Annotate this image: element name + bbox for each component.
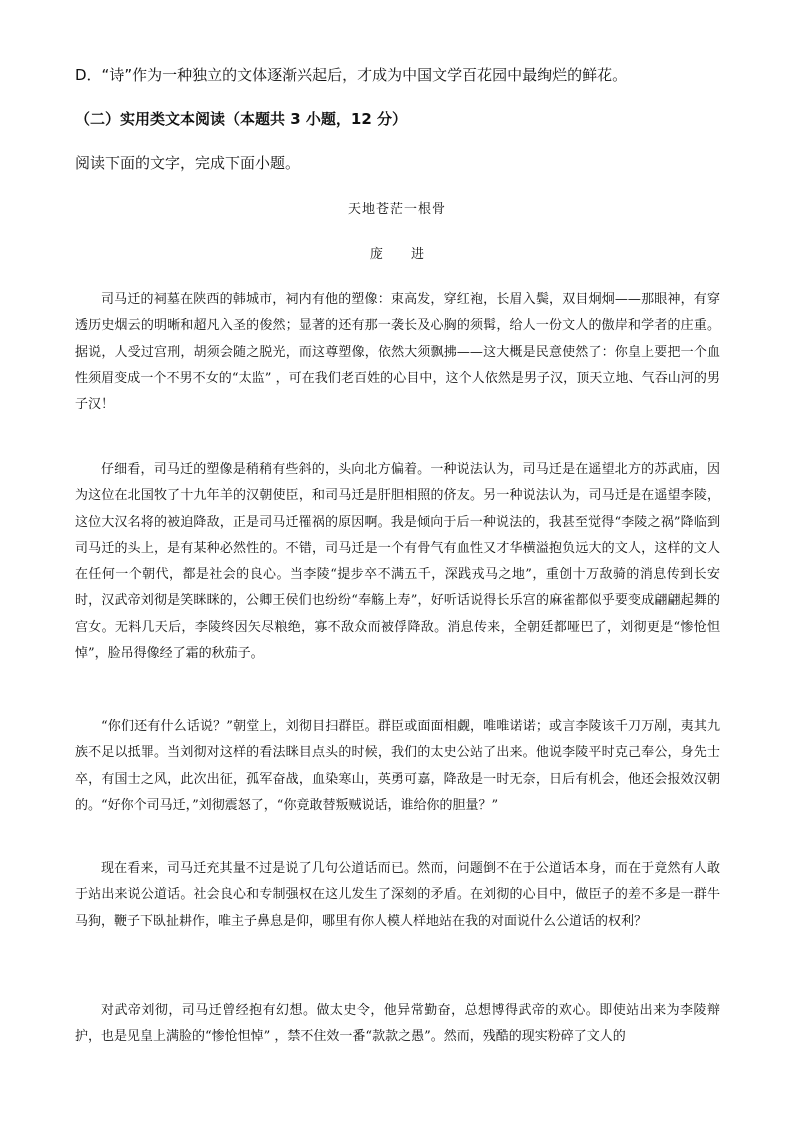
article-paragraph-3: “你们还有什么话说？”朝堂上，刘彻目扫群臣。群臣或面面相觑，唯唯诺诺；或言李陵该千刀万剐，夷其九族不足以抵罪。当刘彻对这样的看法眯目点头的时候，我们的太史公站了出来。他说李陵平时克己奉公，身先士卒，有国士之风，此次出征，孤军奋战，血染寒山，英勇可嘉，降敌是一时无奈，日后有机会，他还会报效汉朝的。“好你个司马迁，”刘彻震怒了，“你竟敢替叛贼说话，谁给你的胆量？” (75, 719, 720, 813)
previous-question-option-d: D．“诗”作为一种独立的文体逐渐兴起后，才成为中国文学百花园中最绚烂的鲜花。 (75, 66, 628, 84)
section-heading: （二）实用类文本阅读（本题共 3 小题，12 分） (75, 110, 407, 128)
reading-instruction: 阅读下面的文字，完成下面小题。 (75, 154, 301, 172)
article-author: 庞 进 (369, 247, 437, 262)
article-title: 天地苍茫一根骨 (347, 202, 446, 217)
article-paragraph-4: 现在看来，司马迁充其量不过是说了几句公道话而已。然而，问题倒不在于公道话本身，而在于竟然有人敢于站出来说公道话。社会良心和专制强权在这儿发生了深刻的矛盾。在刘彻的心目中，做臣子的差不多是一群牛马狗，鞭子下臥扯耕作，唯主子鼻息是仰，哪里有你人模人样地站在我的对面说什么公道话的权利？ (75, 861, 720, 929)
article-paragraph-1: 司马迁的祠墓在陕西的韩城市，祠内有他的塑像：束高发，穿红袍，长眉入鬓，双目炯炯——那眼神，有穿透历史烟云的明晰和超凡入圣的俊然；显著的还有那一袭长及心胸的须髯，给人一份文人的傲岸和学者的庄重。据说，人受过宫刑，胡须会随之脱光，而这尊塑像，依然大须飘拂——这大概是民意使然了：你皇上要把一个血性须眉变成一个不男不女的“太监” ，可在我们老百姓的心目中，这个人依然是男子汉，顶天立地、气吞山河的男子汉！ (75, 292, 720, 413)
article-paragraph-2: 仔细看，司马迁的塑像是稍稍有些斜的，头向北方偏着。一种说法认为，司马迁是在遥望北方的苏武庙，因为这位在北国牧了十九年羊的汉朝使臣，和司马迁是肝胆相照的侪友。另一种说法认为，司马迁是在遥望李陵，这位大汉名将的被迫降敌，正是司马迁罹祸的原因啊。我是倾向于后一种说法的，我甚至觉得“李陵之祸”降临到司马迁的头上，是有某种必然性的。不错，司马迁是一个有骨气有血性又才华横溢抱负远大的文人，这样的文人在任何一个朝代，都是社会的良心。当李陵“提步卒不满五千，深践戎马之地”，重创十万敌骑的消息传到长安时，汉武帝刘彻是笑眯眯的，公卿王侯们也纷纷“奉觞上寿”，好听话说得长乐宫的麻雀都似乎要变成翩翩起舞的宫女。无料几天后，李陵终因矢尽粮绝，寡不敌众而被俘降敌。消息传来，全朝廷都哑巴了，刘彻更是“惨怆怛悼”，脸吊得像经了霜的秋茄子。 (75, 462, 720, 662)
article-paragraph-5: 对武帝刘彻，司马迁曾经抱有幻想。做太史令，他异常勤奋，总想博得武帝的欢心。即使站出来为李陵辩护，也是见皇上满脸的“惨怆怛悼” ，禁不住效一番“款款之愚”。然而，残酷的现实粉碎了文人的 (75, 1003, 720, 1045)
